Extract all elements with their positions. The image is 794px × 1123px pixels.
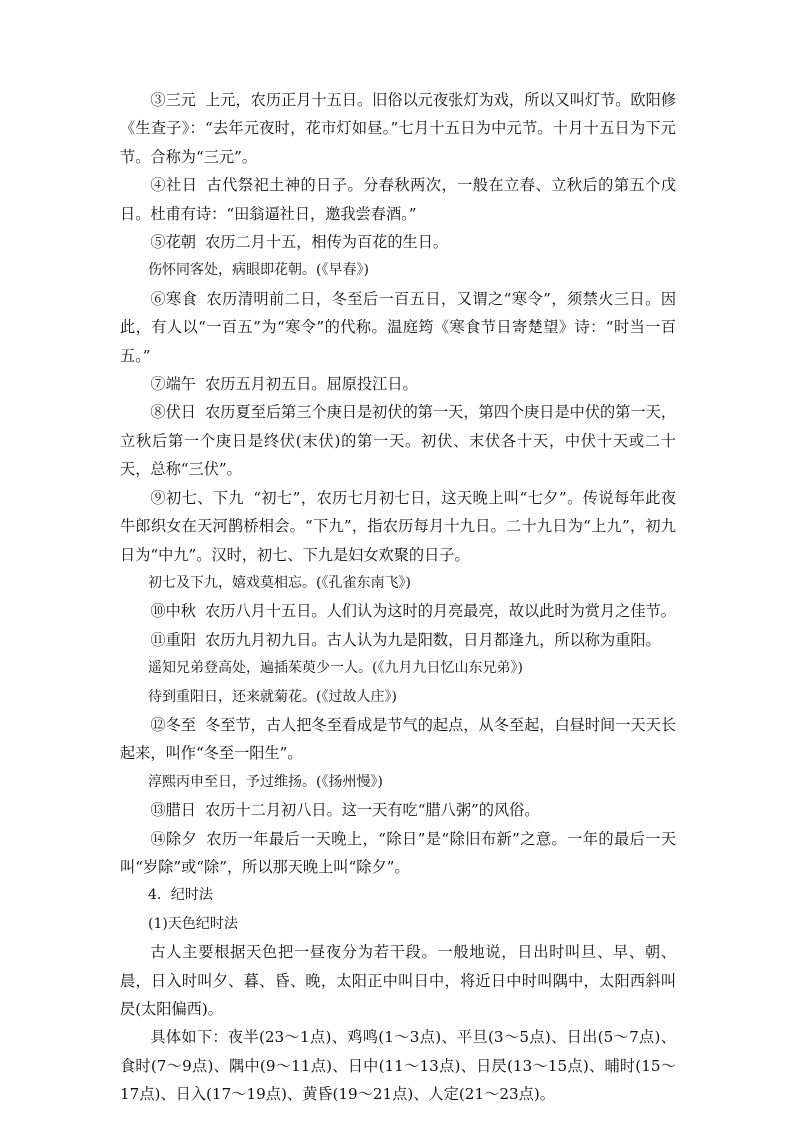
entry-term: ⑭除夕 [150, 829, 198, 848]
entry-lari [120, 796, 676, 824]
entry-text: 农历清明前二日，冬至后一百五日，又谓之“寒令”，须禁火三日。因此，有人以“一百五”为“寒令”的代称。温庭筠《寒食节日寄楚望》诗：“时当一百五。” [120, 289, 677, 365]
body-paragraph: 古人主要根据天色把一昼夜分为若干段。一般地说，日出时叫旦、早、朝、晨，日入时叫夕、暮、昏、晚，太阳正中叫日中，将近日中时叫隅中，太阳西斜叫昃(太阳偏西)。 [120, 943, 676, 1018]
entry-text: 农历八月十五日。人们认为这时的月亮最亮，故以此时为赏月之佳节。 [205, 602, 676, 621]
subsection-heading: (1)天色纪时法 [148, 915, 238, 932]
entry-text: 古代祭祀土神的日子。分春秋两次，一般在立春、立秋后的第五个戊日。杜甫有诗：“田翁逼社日，邀我尝春酒。” [120, 176, 677, 223]
quote-line: 伤怀同客处，病眼即花朝。(《早春》) [148, 262, 369, 279]
body-paragraph: 具体如下：夜半(23～1点)、鸡鸣(1～3点)、平旦(3～5点)、日出(5～7点)、食时(7～9点)、隅中(9～11点)、日中(11～13点)、日昃(13～15点)、晡时(15～17点)、日入(17～19点)、黄昏(19～21点)、人定(21～23点)。 [120, 1028, 676, 1104]
entry-dongzhi [120, 711, 676, 768]
entry-zhongqiu [120, 597, 676, 625]
entry-term: ⑫冬至 [150, 715, 196, 734]
entry-term: ③三元 [150, 91, 196, 109]
entry-text: 农历九月初九日。古人认为九是阳数，日月都逢九，所以称为重阳。 [205, 630, 661, 649]
entry-term: ⑥寒食 [150, 289, 198, 308]
entry-chuxi [120, 825, 676, 882]
entry-term: ⑨初七、下九 [150, 488, 245, 507]
entry-furi [120, 398, 676, 483]
entry-term: ⑤花朝 [150, 233, 196, 252]
entry-text: 冬至节，古人把冬至看成是节气的起点，从冬至起，白昼时间一天天长起来，叫作“冬至一阳生”。 [120, 715, 677, 763]
entry-huazhao [120, 228, 676, 256]
quote-line: 初七及下九，嬉戏莫相忘。(《孔雀东南飞》) [148, 574, 411, 591]
quote-line: 淳熙丙申至日，予过维扬。(《扬州慢》) [148, 773, 383, 790]
entry-text: 农历十二月初八日。这一天有吃“腊八粥”的风俗。 [205, 801, 540, 820]
entry-term: ⑦端午 [150, 375, 196, 394]
quote-line: 遥知兄弟登高处，遍插茱萸少一人。(《九月九日忆山东兄弟》) [148, 660, 523, 677]
entry-text: 农历二月十五，相传为百花的生日。 [205, 233, 449, 252]
entry-text: “初七”，农历七月初七日，这天晚上叫“七夕”。传说每年此夜牛郎织女在天河鹊桥相会。“下九”，指农历每月十九日。二十九日为“上九”，初九日为“中九”。汉时，初七、下九是妇女欢聚的日子。 [120, 488, 677, 564]
entry-term: ⑩中秋 [150, 602, 196, 621]
entry-hanshi [120, 285, 676, 370]
entry-text: 农历五月初五日。屈原投江日。 [205, 375, 418, 394]
entry-term: ⑬腊日 [150, 801, 196, 820]
entry-chongyang [120, 626, 676, 654]
section-heading: 4．纪时法 [148, 887, 213, 904]
entry-chuqi-xiajiu [120, 484, 676, 569]
entry-term: ⑪重阳 [150, 630, 196, 649]
entry-term: ④社日 [150, 176, 198, 195]
entry-sheri [120, 171, 676, 228]
entry-duanwu [120, 370, 676, 398]
entry-sanyuan [120, 86, 676, 171]
entry-text: 农历夏至后第三个庚日是初伏的第一天，第四个庚日是中伏的第一天，立秋后第一个庚日是终伏(末伏)的第一天。初伏、末伏各十天，中伏十天或二十天，总称“三伏”。 [120, 403, 677, 479]
document-page [120, 86, 676, 1109]
entry-text: 农历一年最后一天晚上，“除日”是“除旧布新”之意。一年的最后一天叫“岁除”或“除”，所以那天晚上叫“除夕”。 [120, 829, 677, 876]
entry-term: ⑧伏日 [150, 403, 196, 422]
quote-line: 待到重阳日，还来就菊花。(《过故人庄》) [148, 688, 397, 705]
entry-text: 上元，农历正月十五日。旧俗以元夜张灯为戏，所以又叫灯节。欧阳修《生查子》：“去年元夜时，花市灯如昼。”七月十五日为中元节。十月十五日为下元节。合称为“三元”。 [120, 91, 677, 166]
